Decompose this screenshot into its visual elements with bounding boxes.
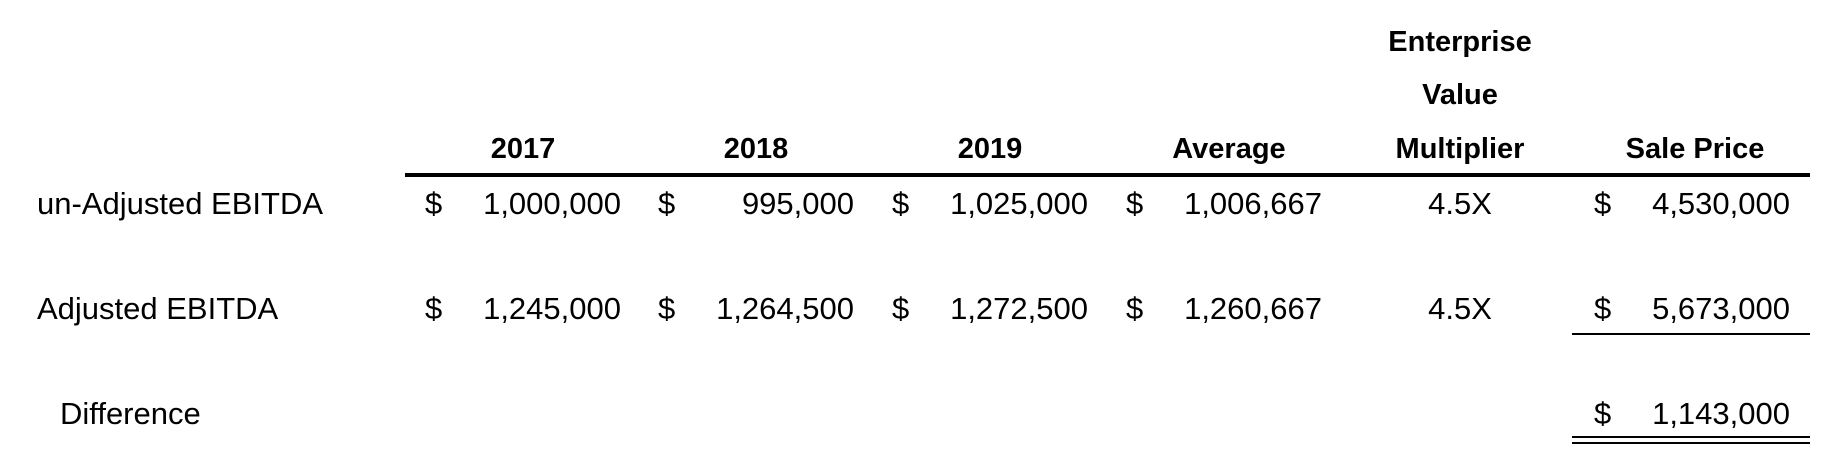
cell-adjusted-2017 [425,289,621,329]
currency-symbol: $ [1594,396,1612,431]
header-2018: 2018 [723,133,789,165]
cell-unadjusted-2017 [425,184,621,224]
cell-unadjusted-average [1126,184,1322,224]
currency-symbol: $ [1594,186,1612,221]
currency-symbol: $ [892,186,910,221]
row-label-unadjusted-ebitda: un-Adjusted EBITDA [37,186,324,221]
cell-difference-sale-price [1594,394,1790,434]
header-multiplier-line1: Enterprise [1388,26,1532,58]
amount: 1,025,000 [950,186,1088,221]
currency-symbol: $ [1594,291,1612,326]
cell-adjusted-sale-price [1594,289,1790,329]
cell-unadjusted-2018 [658,184,854,224]
header-average: Average [1172,133,1286,165]
amount: 1,245,000 [483,291,621,326]
header-2019: 2019 [957,133,1023,165]
cell-adjusted-2018 [658,289,854,329]
row-label-adjusted-ebitda: Adjusted EBITDA [37,291,279,326]
cell-adjusted-2019 [892,289,1088,329]
header-2017: 2017 [490,133,556,165]
amount: 1,272,500 [950,291,1088,326]
header-sale-price: Sale Price [1625,133,1765,165]
header-underline [405,173,1810,177]
header-multiplier-line3: Multiplier [1395,133,1525,165]
currency-symbol: $ [658,186,676,221]
amount: 1,264,500 [716,291,854,326]
currency-symbol: $ [892,291,910,326]
amount: 1,006,667 [1184,186,1322,221]
amount: 4,530,000 [1652,186,1790,221]
currency-symbol: $ [425,291,443,326]
cell-adjusted-average [1126,289,1322,329]
currency-symbol: $ [1126,186,1144,221]
row-label-difference: Difference [60,396,201,431]
subtotal-underline [1572,333,1810,335]
currency-symbol: $ [658,291,676,326]
currency-symbol: $ [1126,291,1144,326]
amount: 5,673,000 [1652,291,1790,326]
amount: 1,143,000 [1652,396,1790,431]
cell-unadjusted-multiplier: 4.5X [1428,186,1492,221]
cell-unadjusted-2019 [892,184,1088,224]
currency-symbol: $ [425,186,443,221]
cell-adjusted-multiplier: 4.5X [1428,291,1492,326]
amount: 1,260,667 [1184,291,1322,326]
amount: 995,000 [741,186,854,221]
amount: 1,000,000 [483,186,621,221]
total-double-underline [1572,436,1810,444]
cell-unadjusted-sale-price [1594,184,1790,224]
header-multiplier-line2: Value [1422,79,1498,111]
